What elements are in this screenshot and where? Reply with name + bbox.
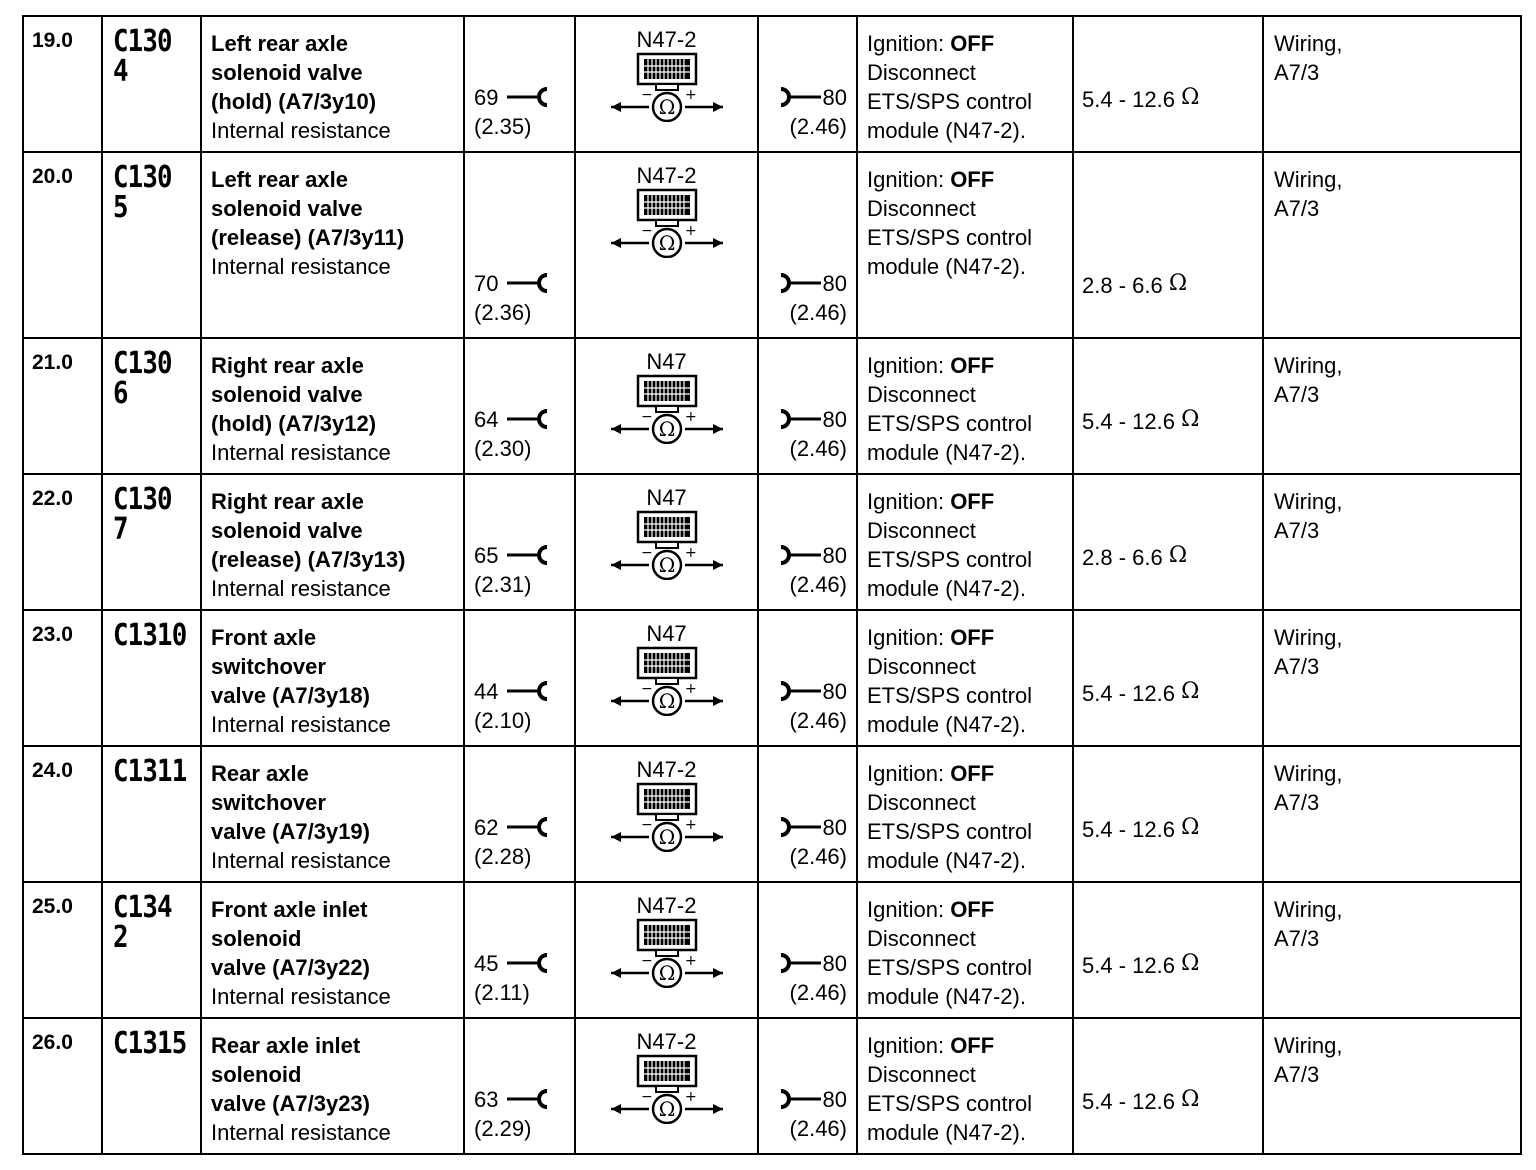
left-pin-cell: 64 (2.30)	[464, 338, 575, 474]
svg-text:−: −	[640, 548, 653, 561]
step-number: 20.0	[23, 152, 102, 338]
svg-text:−: −	[640, 90, 653, 103]
ohm-symbol: Ω	[1168, 271, 1188, 296]
table-row	[23, 882, 1521, 1018]
fault-code: C1315	[102, 1018, 201, 1154]
ohmmeter-icon	[607, 956, 727, 988]
ohm-symbol: Ω	[1181, 679, 1200, 704]
test-conditions: Ignition: OFF Disconnect ETS/SPS control module (N47-2).	[857, 610, 1073, 746]
test-conditions: Ignition: OFF Disconnect ETS/SPS control module (N47-2).	[857, 1018, 1073, 1154]
ohmmeter-diagram: N47-2 Ω − +	[575, 16, 758, 152]
svg-text:+: +	[684, 820, 697, 833]
table-row	[23, 474, 1521, 610]
left-pin-cell: 45 (2.11)	[464, 882, 575, 1018]
component-description: Rear axle inlet solenoid valve (A7/3y23) Internal resistance	[201, 1018, 464, 1154]
possible-cause: Wiring, A7/3	[1263, 16, 1521, 152]
possible-cause: Wiring, A7/3	[1263, 610, 1521, 746]
left-pin-cell: 44 (2.10)	[464, 610, 575, 746]
ohmmeter-diagram: N47-2 Ω − +	[575, 746, 758, 882]
connector-socket-icon	[505, 409, 551, 429]
svg-text:Ω: Ω	[658, 825, 675, 849]
svg-text:+: +	[684, 548, 697, 561]
connector-plug-icon	[777, 273, 823, 293]
right-pin-cell: 80 (2.46)	[758, 338, 857, 474]
svg-text:+: +	[684, 684, 697, 697]
component-description: Front axle switchover valve (A7/3y18) Internal resistance	[201, 610, 464, 746]
ohm-symbol: Ω	[1181, 1087, 1200, 1112]
nominal-value: 5.4 - 12.6 Ω	[1073, 610, 1263, 746]
connector-socket-icon	[505, 545, 551, 565]
svg-text:−: −	[640, 956, 653, 969]
step-number: 21.0	[23, 338, 102, 474]
component-description: Front axle inlet solenoid valve (A7/3y22) Internal resistance	[201, 882, 464, 1018]
svg-text:Ω: Ω	[658, 1097, 675, 1121]
svg-text:+: +	[684, 412, 697, 425]
connector-socket-icon	[505, 681, 551, 701]
possible-cause: Wiring, A7/3	[1263, 1018, 1521, 1154]
table-row	[23, 746, 1521, 882]
component-description: Left rear axle solenoid valve (hold) (A7/3y10) Internal resistance	[201, 16, 464, 152]
connector-plug-icon	[777, 1089, 823, 1109]
svg-text:Ω: Ω	[658, 231, 675, 255]
fault-code: C134 2	[102, 882, 201, 1018]
possible-cause: Wiring, A7/3	[1263, 882, 1521, 1018]
svg-text:−: −	[640, 684, 653, 697]
fault-code: C130 7	[102, 474, 201, 610]
connector-plug-icon	[777, 409, 823, 429]
step-number: 19.0	[23, 16, 102, 152]
step-number: 26.0	[23, 1018, 102, 1154]
test-conditions: Ignition: OFF Disconnect ETS/SPS control module (N47-2).	[857, 746, 1073, 882]
connector-socket-icon	[505, 1089, 551, 1109]
nominal-value: 5.4 - 12.6 Ω	[1073, 1018, 1263, 1154]
control-module-connector-icon	[636, 510, 698, 550]
connector-socket-icon	[505, 953, 551, 973]
ohmmeter-icon	[607, 1092, 727, 1124]
connector-plug-icon	[777, 681, 823, 701]
svg-text:Ω: Ω	[658, 553, 675, 577]
ohmmeter-diagram: N47-2 Ω − +	[575, 882, 758, 1018]
right-pin-cell: 80 (2.46)	[758, 610, 857, 746]
component-description: Left rear axle solenoid valve (release) (A7/3y11) Internal resistance	[201, 152, 464, 338]
ohm-symbol: Ω	[1181, 407, 1200, 432]
nominal-value: 5.4 - 12.6 Ω	[1073, 882, 1263, 1018]
svg-text:+: +	[684, 956, 697, 969]
connector-socket-icon	[505, 87, 551, 107]
table-row	[23, 338, 1521, 474]
left-pin-cell: 70 (2.36)	[464, 152, 575, 338]
svg-text:Ω: Ω	[658, 417, 675, 441]
step-number: 22.0	[23, 474, 102, 610]
connector-plug-icon	[777, 87, 823, 107]
component-description: Rear axle switchover valve (A7/3y19) Internal resistance	[201, 746, 464, 882]
connector-plug-icon	[777, 545, 823, 565]
control-module-connector-icon	[636, 374, 698, 414]
possible-cause: Wiring, A7/3	[1263, 152, 1521, 338]
ohmmeter-diagram: N47 Ω − +	[575, 338, 758, 474]
svg-text:Ω: Ω	[658, 689, 675, 713]
connector-socket-icon	[505, 817, 551, 837]
table-row	[23, 1018, 1521, 1154]
step-number: 25.0	[23, 882, 102, 1018]
control-module-connector-icon	[636, 646, 698, 686]
svg-text:−: −	[640, 820, 653, 833]
nominal-value: 2.8 - 6.6 Ω	[1073, 152, 1263, 338]
control-module-connector-icon	[636, 782, 698, 822]
test-conditions: Ignition: OFF Disconnect ETS/SPS control module (N47-2).	[857, 474, 1073, 610]
connector-plug-icon	[777, 953, 823, 973]
fault-code: C130 4	[102, 16, 201, 152]
right-pin-cell: 80 (2.46)	[758, 16, 857, 152]
svg-text:Ω: Ω	[658, 961, 675, 985]
step-number: 24.0	[23, 746, 102, 882]
connector-socket-icon	[505, 273, 551, 293]
component-description: Right rear axle solenoid valve (hold) (A7/3y12) Internal resistance	[201, 338, 464, 474]
component-description: Right rear axle solenoid valve (release) (A7/3y13) Internal resistance	[201, 474, 464, 610]
test-conditions: Ignition: OFF Disconnect ETS/SPS control module (N47-2).	[857, 338, 1073, 474]
svg-text:Ω: Ω	[658, 95, 675, 119]
ohmmeter-diagram: N47-2 Ω − +	[575, 1018, 758, 1154]
ohm-symbol: Ω	[1181, 815, 1200, 840]
ohmmeter-icon	[607, 90, 727, 122]
connector-plug-icon	[777, 817, 823, 837]
fault-code: C1310	[102, 610, 201, 746]
control-module-connector-icon	[636, 52, 698, 92]
svg-text:+: +	[684, 226, 697, 239]
table-row	[23, 610, 1521, 746]
ohmmeter-icon	[607, 226, 727, 258]
control-module-connector-icon	[636, 918, 698, 958]
control-module-connector-icon	[636, 188, 698, 228]
svg-text:−: −	[640, 226, 653, 239]
nominal-value: 5.4 - 12.6 Ω	[1073, 16, 1263, 152]
left-pin-cell: 62 (2.28)	[464, 746, 575, 882]
test-conditions: Ignition: OFF Disconnect ETS/SPS control module (N47-2).	[857, 152, 1073, 338]
table-row	[23, 16, 1521, 152]
ohmmeter-icon	[607, 684, 727, 716]
nominal-value: 5.4 - 12.6 Ω	[1073, 746, 1263, 882]
ohmmeter-icon	[607, 412, 727, 444]
left-pin-cell: 69 (2.35)	[464, 16, 575, 152]
ohmmeter-icon	[607, 820, 727, 852]
left-pin-cell: 63 (2.29)	[464, 1018, 575, 1154]
nominal-value: 5.4 - 12.6 Ω	[1073, 338, 1263, 474]
ohmmeter-diagram: N47-2 Ω − +	[575, 152, 758, 338]
ohm-symbol: Ω	[1181, 85, 1200, 110]
possible-cause: Wiring, A7/3	[1263, 338, 1521, 474]
right-pin-cell: 80 (2.46)	[758, 474, 857, 610]
test-conditions: Ignition: OFF Disconnect ETS/SPS control module (N47-2).	[857, 16, 1073, 152]
left-pin-cell: 65 (2.31)	[464, 474, 575, 610]
ohmmeter-diagram: N47 Ω − +	[575, 474, 758, 610]
ohm-symbol: Ω	[1181, 951, 1200, 976]
possible-cause: Wiring, A7/3	[1263, 746, 1521, 882]
right-pin-cell: 80 (2.46)	[758, 1018, 857, 1154]
table-row	[23, 152, 1521, 338]
right-pin-cell: 80 (2.46)	[758, 882, 857, 1018]
test-conditions: Ignition: OFF Disconnect ETS/SPS control module (N47-2).	[857, 882, 1073, 1018]
ohm-symbol: Ω	[1168, 543, 1188, 568]
fault-code: C130 5	[102, 152, 201, 338]
fault-code: C1311	[102, 746, 201, 882]
control-module-connector-icon	[636, 1054, 698, 1094]
nominal-value: 2.8 - 6.6 Ω	[1073, 474, 1263, 610]
step-number: 23.0	[23, 610, 102, 746]
ohmmeter-icon	[607, 548, 727, 580]
right-pin-cell: 80 (2.46)	[758, 746, 857, 882]
right-pin-cell: 80 (2.46)	[758, 152, 857, 338]
svg-text:+: +	[684, 90, 697, 103]
svg-text:−: −	[640, 412, 653, 425]
diagnostic-test-table	[22, 15, 1522, 1155]
svg-text:+: +	[684, 1092, 697, 1105]
ohmmeter-diagram: N47 Ω − +	[575, 610, 758, 746]
svg-text:−: −	[640, 1092, 653, 1105]
possible-cause: Wiring, A7/3	[1263, 474, 1521, 610]
fault-code: C130 6	[102, 338, 201, 474]
